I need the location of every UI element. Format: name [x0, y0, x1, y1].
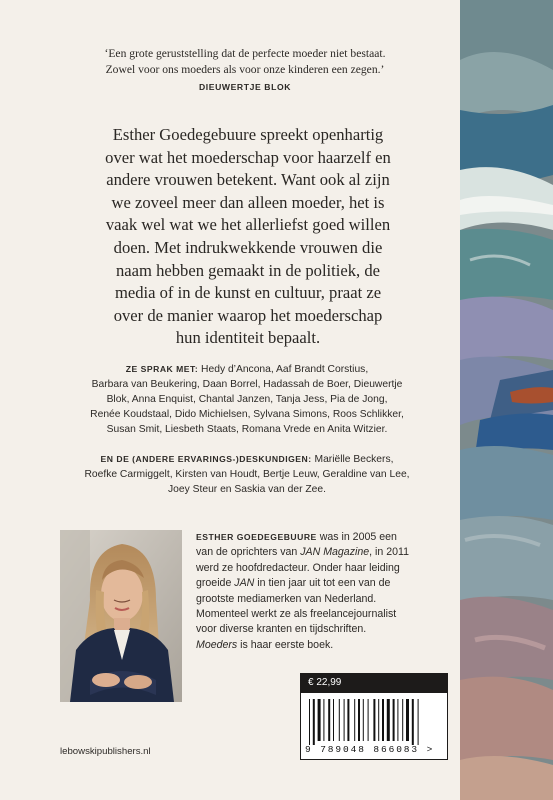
intro-line: we zoveel meer dan alleen moeder, het is [111, 192, 385, 212]
bio-text: groeide [196, 577, 235, 590]
interviewees-list [60, 362, 434, 437]
barcode-bar [347, 699, 349, 741]
bio-line [196, 530, 446, 545]
barcode-bar [393, 699, 395, 741]
author-bio [196, 530, 446, 653]
bio-text: in tien jaar uit tot een van de [254, 577, 391, 590]
barcode-bar [333, 699, 334, 741]
author-photo [60, 530, 182, 702]
publisher-website: lebowskipublishers.nl [60, 746, 151, 757]
intro-line: andere vrouwen betekent. Want ook al zijn [106, 170, 390, 190]
barcode-bar [358, 699, 360, 741]
bio-line: voor diverse kranten en tijdschriften. [196, 623, 367, 636]
barcode-bar [378, 699, 379, 741]
bio-line [196, 576, 446, 591]
bio-magazine-title: JAN [234, 577, 255, 590]
bio-book-title: Moeders [196, 638, 238, 651]
interviewees-line: Barbara van Beukering, Daan Borrel, Hadassah de Boer, Dieuwertje [91, 379, 403, 390]
experts-text: Mariëlle Beckers, [311, 454, 394, 465]
intro-paragraph [60, 124, 436, 350]
bio-author-name: ESTHER GOEDEGEBUURE [196, 532, 317, 542]
cover-painting-strip [460, 0, 553, 800]
bio-line [196, 545, 446, 560]
price-label: € 22,99 [300, 673, 448, 692]
endorsement-quote [62, 46, 428, 95]
experts-line: Roefke Carmiggelt, Kirsten van Houdt, Bertje Leuw, Geraldine van Lee, [84, 469, 410, 480]
barcode-bar [313, 699, 315, 745]
barcode-bar [406, 699, 409, 741]
barcode-bar [363, 699, 364, 741]
barcode-bars [307, 699, 443, 745]
bio-line: Momenteel werkt ze als freelancejournalist [196, 608, 397, 621]
bio-text: was in 2005 een [316, 531, 397, 543]
intro-line: vaak wel wat we het allerliefst goed willen [105, 215, 391, 235]
barcode-bar [382, 699, 384, 741]
interviewees-line: Susan Smit, Liesbeth Staats, Romana Vrede en Anita Witzier. [106, 424, 388, 435]
quote-author: DIEUWERTJE BLOK [198, 82, 292, 92]
bio-line [196, 638, 446, 653]
bio-text: , in 2011 [369, 546, 409, 559]
intro-line: Esther Goedegebuure spreekt openhartig [112, 125, 384, 144]
experts-line: Joey Steur en Saskia van der Zee. [168, 484, 326, 495]
quote-line: ‘Een grote geruststelling dat de perfecte moeder niet bestaat. [104, 47, 386, 60]
barcode-bar [387, 699, 390, 741]
bio-line: grootste mediamerken van Nederland. [196, 592, 377, 605]
interviewees-text: Hedy d’Ancona, Aaf Brandt Corstius, [198, 364, 369, 375]
barcode-bar [418, 699, 419, 745]
barcode-bar [412, 699, 414, 745]
barcode-bar [309, 699, 310, 745]
seascape-painting-image [460, 0, 553, 800]
interviewees-label: ZE SPRAK MET: [125, 364, 199, 374]
interviewees-line: Renée Koudstaal, Dido Michielsen, Sylvana Simons, Roos Schlikker, [90, 409, 404, 420]
author-portrait-image [60, 530, 182, 702]
barcode-bar [354, 699, 355, 741]
barcode-bar [368, 699, 369, 741]
intro-line: hun identiteit bepaalt. [175, 328, 321, 348]
intro-line: naam hebben gemaakt in de politiek, de [115, 260, 381, 280]
quote-line: Zowel voor ons moeders als voor onze kinderen een zegen.’ [105, 63, 385, 76]
barcode-bar [339, 699, 340, 741]
intro-line: over de manier waarop het moederschap [113, 305, 383, 325]
intro-line: over wat het moederschap voor haarzelf en [105, 147, 391, 167]
experts-label: EN DE (ANDERE ERVARINGS-)DESKUNDIGEN: [100, 454, 312, 464]
barcode-bar [397, 699, 398, 741]
bio-text: is haar eerste boek. [237, 638, 334, 651]
experts-list [60, 452, 434, 497]
interviewees-line [60, 362, 434, 377]
barcode-bar [373, 699, 375, 741]
interviewees-line: Blok, Anna Enquist, Chantal Janzen, Tanja Jess, Pia de Jong, [106, 394, 388, 405]
bio-magazine-title: JAN Magazine [300, 546, 370, 559]
barcode-bar [344, 699, 345, 741]
intro-line: doen. Met indrukwekkende vrouwen die [113, 237, 383, 257]
experts-line [60, 452, 434, 467]
barcode-bar [323, 699, 324, 741]
barcode-bar [328, 699, 330, 741]
barcode-bar [318, 699, 321, 741]
barcode-bar [402, 699, 403, 741]
bio-text: van de oprichters van [196, 546, 301, 559]
intro-line: media of in de kunst en cultuur, praat ze [114, 283, 382, 303]
bio-line: werd ze hoofdredacteur. Onder haar leiding [196, 561, 400, 574]
isbn-digits: 9 789048 866083 > [305, 744, 435, 755]
isbn-barcode [300, 692, 448, 760]
